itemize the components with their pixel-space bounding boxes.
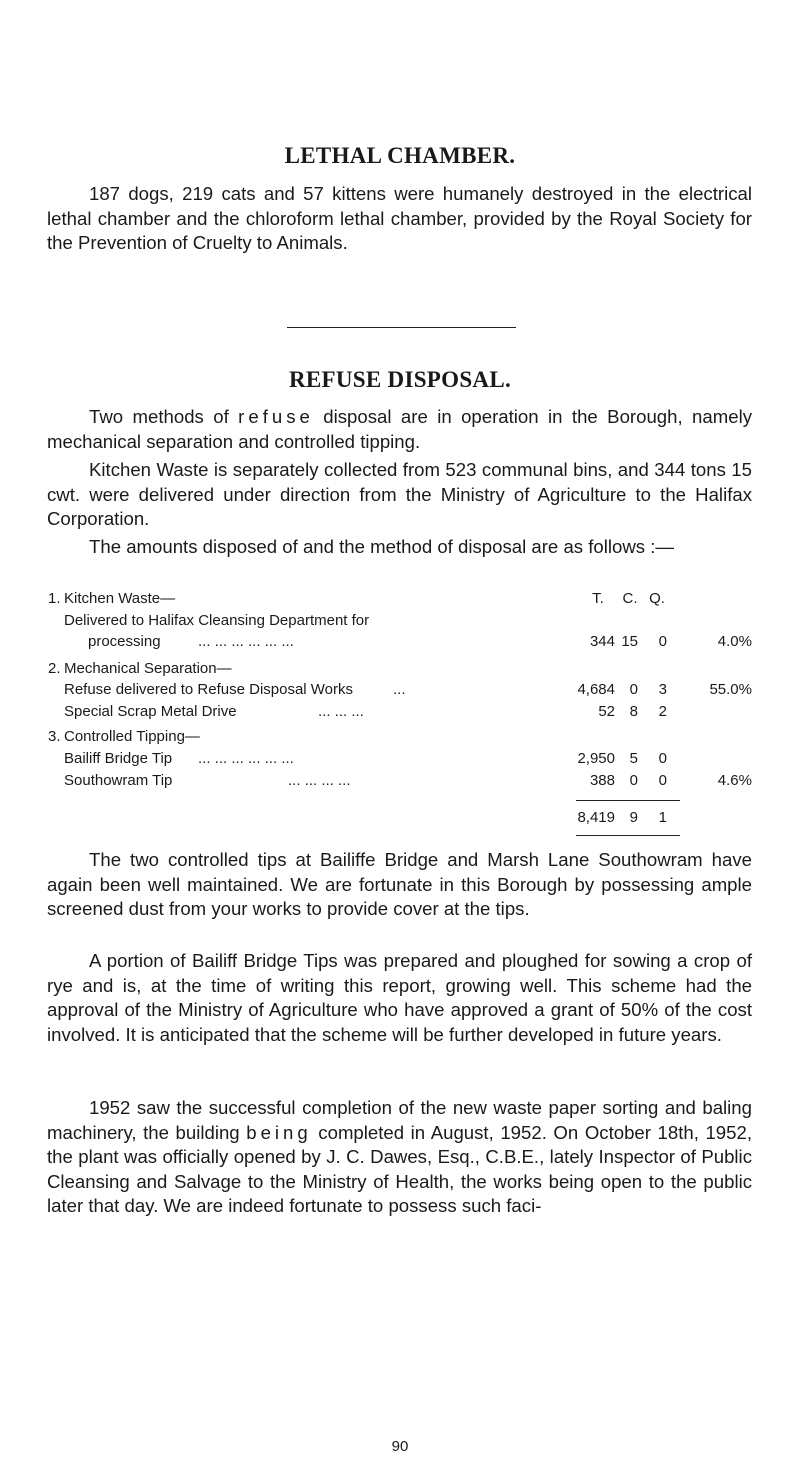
row-refuse-qtr: 3 bbox=[658, 681, 667, 698]
section-1-number: 1. bbox=[48, 590, 61, 607]
page-number: 90 bbox=[391, 1438, 409, 1455]
row-scrap-dots: ... ... ... bbox=[318, 703, 364, 720]
header-tons: T. bbox=[592, 590, 604, 607]
row-southowram-dots: ... ... ... ... bbox=[288, 772, 351, 789]
controlled-tips-paragraph: The two controlled tips at Bailiffe Bridge and Marsh Lane Southowram have again been well maintained. We are fortunate in this Borough by possessing ample screened dust from your works to provide cover at the tips. bbox=[47, 849, 752, 919]
refuse-word-spaced: refuse bbox=[238, 406, 314, 427]
refuse-intro-start: Two methods of bbox=[89, 406, 239, 427]
row-kitchen-label-line2: processing bbox=[88, 633, 161, 650]
waste-paper-end: completed in August, 1952. On October 18th, 1952, the plant was officially opened by J. C. Dawes, Esq., C.B.E., lately Inspector of Public Cleansing and Salvage to the Ministry of Health, the works being open to the public later that day. We are indeed fortunate to possess such faci- bbox=[47, 1121, 752, 1216]
row-refuse-percent: 55.0% bbox=[709, 681, 752, 698]
row-scrap-cwt: 8 bbox=[629, 703, 638, 720]
row-southowram-qtr: 0 bbox=[658, 772, 667, 789]
section-3-label: Controlled Tipping— bbox=[64, 728, 200, 745]
row-bailiff-dots: ... ... ... ... ... ... bbox=[198, 750, 294, 767]
row-bailiff-cwt: 5 bbox=[629, 750, 638, 767]
kitchen-waste-paragraph: Kitchen Waste is separately collected from 523 communal bins, and 344 tons 15 cwt. were delivered under direction from the Ministry of Agriculture to the Halifax Corporation. bbox=[47, 459, 752, 529]
waste-paper-start: 1952 saw the successful completion of the new waste paper sorting and baling machinery, the building bbox=[47, 1097, 752, 1143]
total-qtr: 1 bbox=[658, 809, 667, 826]
row-kitchen-tons: 344 bbox=[589, 633, 615, 650]
row-kitchen-cwt: 15 bbox=[621, 633, 638, 650]
refuse-intro-paragraph bbox=[47, 405, 752, 454]
row-refuse-cwt: 0 bbox=[629, 681, 638, 698]
refuse-intro-end: disposal are in operation in the Borough, namely mechanical separation and controlled tipping. bbox=[47, 406, 752, 452]
row-refuse-dots: ... bbox=[393, 681, 406, 698]
lethal-chamber-heading: LETHAL CHAMBER. bbox=[284, 143, 516, 168]
amounts-intro-paragraph: The amounts disposed of and the method of disposal are as follows :— bbox=[89, 536, 675, 557]
section-2-label: Mechanical Separation— bbox=[64, 660, 232, 677]
row-kitchen-qtr: 0 bbox=[658, 633, 667, 650]
row-scrap-label: Special Scrap Metal Drive bbox=[64, 703, 237, 720]
row-southowram-cwt: 0 bbox=[629, 772, 638, 789]
row-kitchen-label-line1: Delivered to Halifax Cleansing Department for bbox=[64, 612, 370, 629]
row-kitchen-dots: ... ... ... ... ... ... bbox=[198, 633, 294, 650]
header-cwt: C. bbox=[622, 590, 638, 607]
total-tons: 8,419 bbox=[577, 809, 615, 826]
total-rule-top bbox=[576, 800, 680, 801]
row-bailiff-qtr: 0 bbox=[658, 750, 667, 767]
being-word-spaced: being bbox=[246, 1121, 312, 1143]
header-qtr: Q. bbox=[649, 590, 665, 607]
refuse-disposal-heading: REFUSE DISPOSAL. bbox=[288, 367, 512, 392]
waste-paper-paragraph bbox=[47, 1096, 752, 1219]
row-scrap-tons: 52 bbox=[598, 703, 615, 720]
lethal-chamber-paragraph: 187 dogs, 219 cats and 57 kittens were humanely destroyed in the electrical lethal chamber and the chloroform lethal chamber, provided by the Royal Society for the Prevention of Cruelty to Animals. bbox=[47, 183, 752, 253]
total-cwt: 9 bbox=[629, 809, 638, 826]
row-scrap-qtr: 2 bbox=[658, 703, 667, 720]
section-3-number: 3. bbox=[48, 728, 61, 745]
row-refuse-label: Refuse delivered to Refuse Disposal Works bbox=[64, 681, 354, 698]
row-refuse-tons: 4,684 bbox=[577, 681, 615, 698]
row-southowram-tons: 388 bbox=[589, 772, 615, 789]
section-1-label: Kitchen Waste— bbox=[64, 590, 176, 607]
section-2-number: 2. bbox=[48, 660, 61, 677]
row-southowram-label: Southowram Tip bbox=[64, 772, 173, 789]
total-rule-bottom bbox=[576, 835, 680, 836]
row-kitchen-percent: 4.0% bbox=[717, 633, 752, 650]
rye-crop-paragraph: A portion of Bailiff Bridge Tips was prepared and ploughed for sowing a crop of rye and is, at the time of writing this report, growing well. This scheme had the approval of the Ministry of Agriculture who have approved a grant of 50% of the cost involved. It is anticipated that the scheme will be further developed in future years. bbox=[47, 950, 752, 1045]
section-divider bbox=[287, 327, 516, 328]
row-southowram-percent: 4.6% bbox=[717, 772, 752, 789]
row-bailiff-label: Bailiff Bridge Tip bbox=[64, 750, 173, 767]
row-bailiff-tons: 2,950 bbox=[577, 750, 615, 767]
